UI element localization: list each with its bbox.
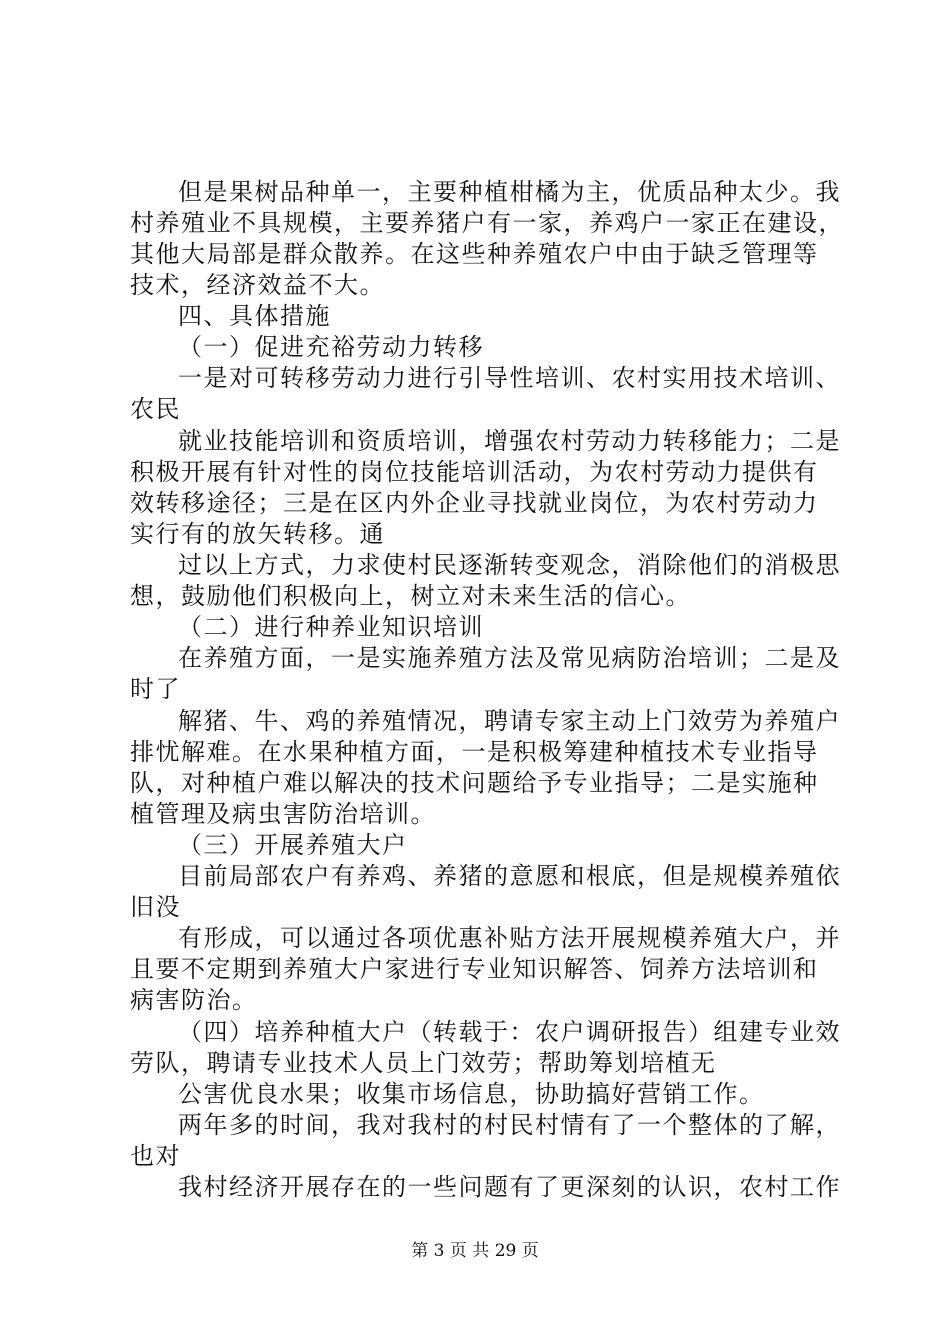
text-line: 村养殖业不具规模，主要养猪户有一家，养鸡户一家正在建设，	[130, 209, 844, 237]
text-line: 过以上方式，力求使村民逐渐转变观念，消除他们的消极思	[178, 551, 841, 579]
subsection-heading: （一）促进充裕劳动力转移	[178, 333, 484, 361]
text-line: 农民	[130, 395, 181, 423]
text-line: 技术，经济效益不大。	[130, 271, 385, 299]
text-line: 我村经济开展存在的一些问题有了更深刻的认识，农村工作	[178, 1173, 841, 1201]
text-line: 实行有的放矢转移。通	[130, 520, 385, 548]
section-heading: 四、具体措施	[178, 302, 331, 330]
text-line: 效转移途径；三是在区内外企业寻找就业岗位，为农村劳动力	[130, 489, 819, 517]
text-line: 排忧解难。在水果种植方面，一是积极筹建种植技术专业指导	[130, 738, 819, 766]
text-line: 且要不定期到养殖大户家进行专业知识解答、饲养方法培训和	[130, 955, 819, 983]
text-line: 就业技能培训和资质培训，增强农村劳动力转移能力；二是	[178, 427, 841, 455]
text-line: 一是对可转移劳动力进行引导性培训、农村实用技术培训、	[178, 364, 841, 392]
text-line: 但是果树品种单一，主要种植柑橘为主，优质品种太少。我	[178, 178, 841, 206]
text-line: 有形成，可以通过各项优惠补贴方法开展规模养殖大户，并	[178, 924, 841, 952]
text-line: 时了	[130, 675, 181, 703]
text-line: 两年多的时间，我对我村的村民村情有了一个整体的了解，	[178, 1111, 841, 1139]
text-line: 劳队，聘请专业技术人员上门效劳；帮助筹划培植无	[130, 1049, 717, 1077]
text-line: 病害防治。	[130, 986, 258, 1014]
text-line: 其他大局部是群众散养。在这些种养殖农户中由于缺乏管理等	[130, 240, 819, 268]
text-line: 公害优良水果；收集市场信息，协助搞好营销工作。	[178, 1080, 765, 1108]
text-line: 也对	[130, 1142, 181, 1170]
text-line: 在养殖方面，一是实施养殖方法及常见病防治培训；二是及	[178, 644, 841, 672]
text-line: 想，鼓励他们积极向上，树立对未来生活的信心。	[130, 582, 691, 610]
text-line: 植管理及病虫害防治培训。	[130, 800, 436, 828]
text-line: 解猪、牛、鸡的养殖情况，聘请专家主动上门效劳为养殖户	[178, 707, 841, 735]
subsection-heading: （三）开展养殖大户	[178, 831, 408, 859]
subsection-heading: （四）培养种植大户（转载于：农户调研报告）组建专业效	[178, 1018, 841, 1046]
subsection-heading: （二）进行种养业知识培训	[178, 613, 484, 641]
page-number-footer: 第 3 页 共 29 页	[411, 1241, 539, 1261]
text-line: 目前局部农户有养鸡、养猪的意愿和根底，但是规模养殖依	[178, 862, 841, 890]
text-line: 队，对种植户难以解决的技术问题给予专业指导；二是实施种	[130, 769, 819, 797]
text-line: 旧没	[130, 893, 181, 921]
text-line: 积极开展有针对性的岗位技能培训活动，为农村劳动力提供有	[130, 458, 819, 486]
